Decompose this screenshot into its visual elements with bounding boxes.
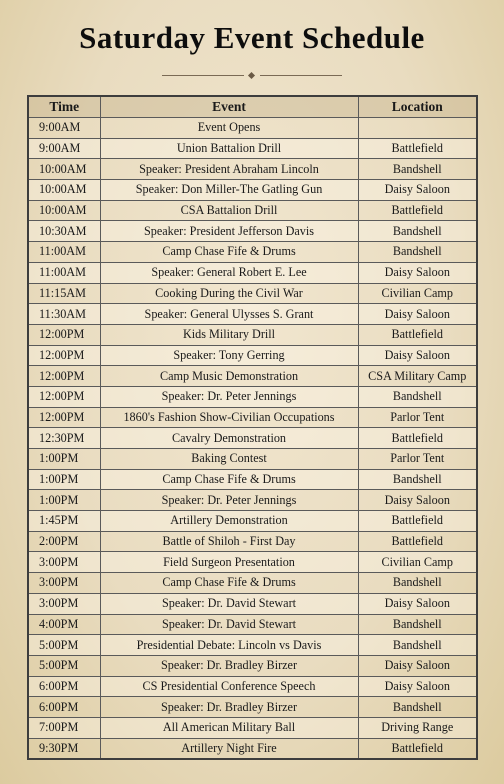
table-row	[28, 697, 477, 718]
event-cell: Kids Military Drill	[100, 324, 358, 345]
table-row	[28, 676, 477, 697]
location-cell: Battlefield	[358, 738, 477, 759]
location-cell: Battlefield	[358, 511, 477, 532]
location-cell: Battlefield	[358, 531, 477, 552]
location-cell: Bandshell	[358, 697, 477, 718]
location-cell: Bandshell	[358, 573, 477, 594]
title-divider	[162, 73, 342, 79]
location-cell: Bandshell	[358, 386, 477, 407]
table-row	[28, 345, 477, 366]
table-row	[28, 118, 477, 139]
table-row	[28, 324, 477, 345]
event-cell: Speaker: President Jefferson Davis	[100, 221, 358, 242]
header-row	[28, 96, 477, 118]
location-cell: CSA Military Camp	[358, 366, 477, 387]
time-cell: 3:00PM	[28, 573, 100, 594]
time-cell: 3:00PM	[28, 593, 100, 614]
divider-ornament	[248, 72, 255, 79]
table-row	[28, 221, 477, 242]
event-cell: All American Military Ball	[100, 717, 358, 738]
time-cell: 9:00AM	[28, 138, 100, 159]
time-cell: 6:00PM	[28, 697, 100, 718]
page-title: Saturday Event Schedule	[79, 20, 425, 55]
table-row	[28, 200, 477, 221]
event-cell: Speaker: President Abraham Lincoln	[100, 159, 358, 180]
event-cell: Field Surgeon Presentation	[100, 552, 358, 573]
time-cell: 12:00PM	[28, 386, 100, 407]
event-cell: Union Battalion Drill	[100, 138, 358, 159]
table-row	[28, 366, 477, 387]
time-cell: 11:30AM	[28, 304, 100, 325]
time-cell: 11:15AM	[28, 283, 100, 304]
time-cell: 11:00AM	[28, 242, 100, 263]
table-row	[28, 531, 477, 552]
table-row	[28, 180, 477, 201]
event-cell: Speaker: Dr. Bradley Birzer	[100, 655, 358, 676]
location-cell: Daisy Saloon	[358, 676, 477, 697]
event-cell: Camp Chase Fife & Drums	[100, 573, 358, 594]
location-cell: Battlefield	[358, 428, 477, 449]
table-row	[28, 428, 477, 449]
location-cell: Bandshell	[358, 159, 477, 180]
event-cell: Presidential Debate: Lincoln vs Davis	[100, 635, 358, 656]
table-row	[28, 490, 477, 511]
location-cell: Bandshell	[358, 469, 477, 490]
table-row	[28, 655, 477, 676]
time-cell: 1:00PM	[28, 490, 100, 511]
event-cell: Artillery Night Fire	[100, 738, 358, 759]
location-cell: Civilian Camp	[358, 283, 477, 304]
table-row	[28, 469, 477, 490]
time-cell: 12:00PM	[28, 407, 100, 428]
divider-line-left	[162, 75, 244, 76]
event-cell: Baking Contest	[100, 449, 358, 470]
event-cell: 1860's Fashion Show-Civilian Occupations	[100, 407, 358, 428]
location-cell: Daisy Saloon	[358, 345, 477, 366]
location-cell: Battlefield	[358, 200, 477, 221]
event-cell: Speaker: Tony Gerring	[100, 345, 358, 366]
table-row	[28, 717, 477, 738]
time-cell: 9:00AM	[28, 118, 100, 139]
event-cell: Camp Chase Fife & Drums	[100, 469, 358, 490]
location-cell: Bandshell	[358, 635, 477, 656]
table-row	[28, 593, 477, 614]
location-cell: Bandshell	[358, 242, 477, 263]
table-row	[28, 386, 477, 407]
time-cell: 10:00AM	[28, 180, 100, 201]
table-row	[28, 511, 477, 532]
location-cell: Daisy Saloon	[358, 304, 477, 325]
location-cell: Civilian Camp	[358, 552, 477, 573]
time-cell: 5:00PM	[28, 655, 100, 676]
time-cell: 10:00AM	[28, 159, 100, 180]
location-cell: Bandshell	[358, 221, 477, 242]
event-cell: Event Opens	[100, 118, 358, 139]
event-cell: Speaker: Dr. David Stewart	[100, 593, 358, 614]
location-column-header: Location	[358, 96, 477, 118]
location-cell: Parlor Tent	[358, 407, 477, 428]
location-cell: Daisy Saloon	[358, 593, 477, 614]
table-row	[28, 738, 477, 759]
time-cell: 3:00PM	[28, 552, 100, 573]
time-cell: 12:30PM	[28, 428, 100, 449]
location-cell: Parlor Tent	[358, 449, 477, 470]
time-cell: 1:45PM	[28, 511, 100, 532]
table-row	[28, 407, 477, 428]
time-cell: 1:00PM	[28, 449, 100, 470]
table-row	[28, 138, 477, 159]
table-row	[28, 614, 477, 635]
schedule-table	[27, 95, 478, 760]
time-column-header: Time	[28, 96, 100, 118]
time-cell: 6:00PM	[28, 676, 100, 697]
time-cell: 9:30PM	[28, 738, 100, 759]
table-row	[28, 159, 477, 180]
event-cell: Speaker: General Robert E. Lee	[100, 262, 358, 283]
event-cell: CSA Battalion Drill	[100, 200, 358, 221]
event-cell: Battle of Shiloh - First Day	[100, 531, 358, 552]
time-cell: 10:00AM	[28, 200, 100, 221]
table-row	[28, 262, 477, 283]
event-cell: Cavalry Demonstration	[100, 428, 358, 449]
table-row	[28, 304, 477, 325]
divider-line-right	[260, 75, 342, 76]
event-cell: Camp Chase Fife & Drums	[100, 242, 358, 263]
event-cell: Speaker: General Ulysses S. Grant	[100, 304, 358, 325]
location-cell: Daisy Saloon	[358, 655, 477, 676]
event-cell: Camp Music Demonstration	[100, 366, 358, 387]
event-cell: Speaker: Don Miller-The Gatling Gun	[100, 180, 358, 201]
location-cell: Battlefield	[358, 324, 477, 345]
location-cell: Daisy Saloon	[358, 490, 477, 511]
time-cell: 12:00PM	[28, 324, 100, 345]
location-cell: Daisy Saloon	[358, 180, 477, 201]
event-cell: Speaker: Dr. Bradley Birzer	[100, 697, 358, 718]
location-cell: Driving Range	[358, 717, 477, 738]
time-cell: 5:00PM	[28, 635, 100, 656]
location-cell	[358, 118, 477, 139]
time-cell: 12:00PM	[28, 345, 100, 366]
location-cell: Bandshell	[358, 614, 477, 635]
event-cell: Speaker: Dr. David Stewart	[100, 614, 358, 635]
event-column-header: Event	[100, 96, 358, 118]
time-cell: 2:00PM	[28, 531, 100, 552]
time-cell: 1:00PM	[28, 469, 100, 490]
event-cell: Speaker: Dr. Peter Jennings	[100, 490, 358, 511]
event-cell: CS Presidential Conference Speech	[100, 676, 358, 697]
event-cell: Cooking During the Civil War	[100, 283, 358, 304]
table-row	[28, 573, 477, 594]
event-cell: Artillery Demonstration	[100, 511, 358, 532]
event-cell: Speaker: Dr. Peter Jennings	[100, 386, 358, 407]
time-cell: 10:30AM	[28, 221, 100, 242]
table-row	[28, 449, 477, 470]
location-cell: Battlefield	[358, 138, 477, 159]
location-cell: Daisy Saloon	[358, 262, 477, 283]
table-row	[28, 552, 477, 573]
time-cell: 12:00PM	[28, 366, 100, 387]
table-row	[28, 242, 477, 263]
time-cell: 4:00PM	[28, 614, 100, 635]
time-cell: 11:00AM	[28, 262, 100, 283]
table-row	[28, 635, 477, 656]
table-row	[28, 283, 477, 304]
time-cell: 7:00PM	[28, 717, 100, 738]
